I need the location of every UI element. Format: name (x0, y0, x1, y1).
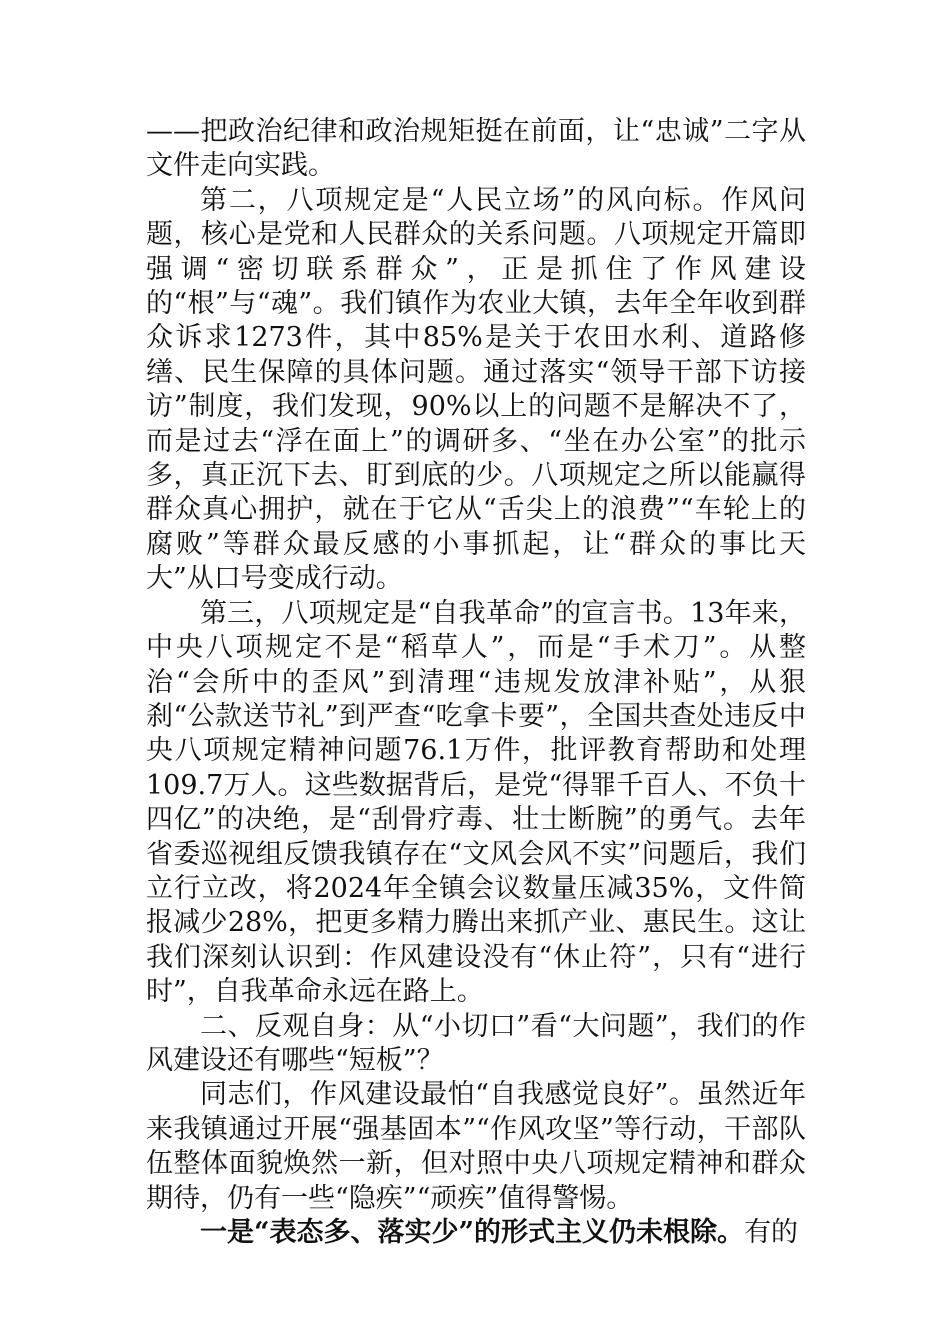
paragraph-6 (146, 1216, 806, 1250)
paragraph-2 (146, 184, 806, 597)
paragraph-1 (146, 115, 806, 184)
paragraph-2-text: 第二，八项规定是“人民立场”的风向标。作风问题，核心是党和人民群众的关系问题。八项规定开篇即强调“密切联系群众”，正是抓住了作风建设的“根”与“魂”。我们镇作为农业大镇，去年全年收到群众诉求1273件，其中85%是关于农田水利、道路修缮、民生保障的具体问题。通过落实“领导干部下访接访”制度，我们发现，90%以上的问题不是解决不了，而是过去“浮在面上”的调研多、“坐在办公室”的批示多，真正沉下去、盯到底的少。八项规定之所以能赢得群众真心拥护，就在于它从“舌尖上的浪费”“车轮上的腐败”等群众最反感的小事抓起，让“群众的事比天大”从口号变成行动。 (146, 184, 806, 595)
paragraph-5 (146, 1078, 806, 1216)
section-heading-text: 二、反观自身：从“小切口”看“大问题”，我们的作风建设还有哪些“短板”？ (146, 1010, 806, 1076)
paragraph-3-text: 第三，八项规定是“自我革命”的宣言书。13年来，中央八项规定不是“稻草人”，而是“手术刀”。从整治“会所中的歪风”到清理“违规发放津补贴”，从狠刹“公款送节礼”到严查“吃拿卡要”，全国共查处违反中央八项规定精神问题76.1万件，批评教育帮助和处理109.7万人。这些数据背后，是党“得罪千百人、不负十四亿”的决绝，是“刮骨疗毒、壮士断腕”的勇气。去年省委巡视组反馈我镇存在“文风会风不实”问题后，我们立行立改，将2024年全镇会议数量压减35%，文件简报减少28%，把更多精力腾出来抓产业、惠民生。这让我们深刻认识到：作风建设没有“休止符”，只有“进行时”，自我革命永远在路上。 (146, 597, 806, 1008)
paragraph-5-text: 同志们，作风建设最怕“自我感觉良好”。虽然近年来我镇通过开展“强基固本”“作风攻坚”等行动，干部队伍整体面貌焕然一新，但对照中央八项规定精神和群众期待，仍有一些“隐疾”“顽疾”值得警惕。 (146, 1079, 806, 1214)
paragraph-6-lead: 一是“表态多、落实少”的形式主义仍未根除。 (200, 1217, 745, 1248)
paragraph-6-text: 有的 (744, 1217, 799, 1248)
paragraph-1-text: ——把政治纪律和政治规矩挺在前面，让“忠诚”二字从文件走向实践。 (146, 116, 806, 182)
document-body (146, 115, 806, 1250)
section-heading (146, 1010, 806, 1079)
paragraph-3 (146, 597, 806, 1010)
